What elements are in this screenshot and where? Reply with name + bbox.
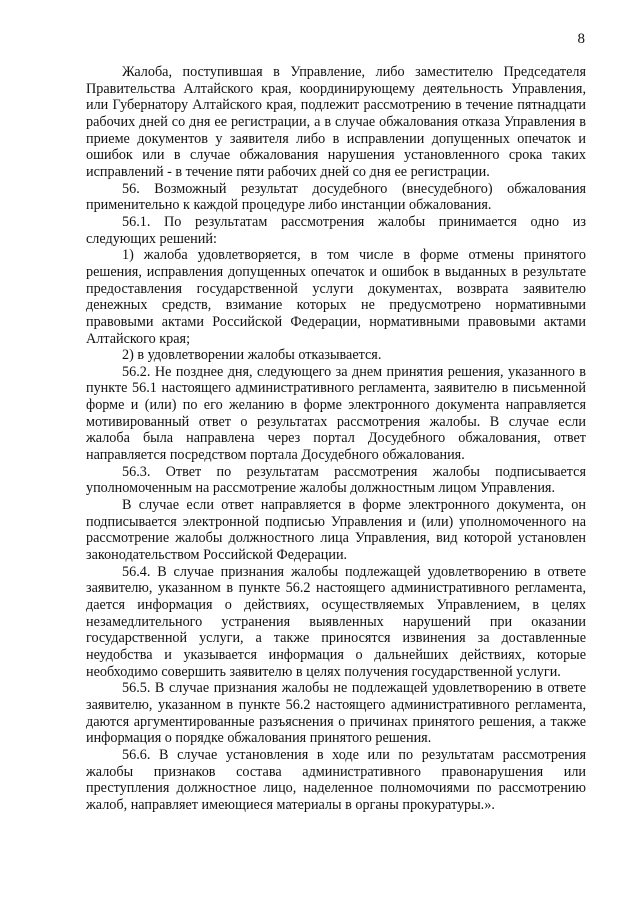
- paragraph-56-2-response: 56.2. Не позднее дня, следующего за днем принятия решения, указанного в пункте 56.1 настоящего административного регламента, заявителю в письменной форме и (или) по его желанию в форме электронного документа направляется мотивированный ответ о результатах рассмотрения жалобы. В случае если жалоба была направлена через портал Досудебного обжалования, ответ направляется посредством портала Досудебного обжалования.: [86, 363, 586, 464]
- page-number: 8: [577, 31, 585, 47]
- paragraph-electronic-response: В случае если ответ направляется в форме электронного документа, он подписывается электронной подписью Управления и (или) уполномоченного на рассмотрение жалобы должностного лица Управления, вид которой установлен законодательством Российской Федерации.: [86, 497, 586, 564]
- paragraph-56-1-decisions: 56.1. По результатам рассмотрения жалобы принимается одно из следующих решений:: [86, 213, 586, 247]
- document-body: [86, 64, 586, 814]
- paragraph-56-4-satisfied-info: 56.4. В случае признания жалобы подлежащей удовлетворению в ответе заявителю, указанном в пункте 56.2 настоящего административного регламента, дается информация о действиях, осуществляемых Управлением, в целях незамедлительного устранения выявленных нарушений при оказании государственной услуги, а также приносятся извинения за доставленные неудобства и указывается информация о дальнейших действиях, которые необходимо совершить заявителю в целях получения государственной услуги.: [86, 563, 586, 680]
- paragraph-56-6-prosecution: 56.6. В случае установления в ходе или по результатам рассмотрения жалобы признаков состава административного правонарушения или преступления должностное лицо, наделенное полномочиями по рассмотрению жалоб, направляет имеющиеся материалы в органы прокуратуры.».: [86, 746, 586, 813]
- paragraph-decision-satisfied: 1) жалоба удовлетворяется, в том числе в форме отмены принятого решения, исправления допущенных опечаток и ошибок в выданных в результате предоставления государственной услуги документах, возврата заявителю денежных средств, взимание которых не предусмотрено нормативными правовыми актами Российской Федерации, нормативными правовыми актами Алтайского края;: [86, 247, 586, 347]
- paragraph-complaint-review-terms: Жалоба, поступившая в Управление, либо заместителю Председателя Правительства Алтайского края, координирующему деятельность Управления, или Губернатору Алтайского края, подлежит рассмотрению в течение пятнадцати рабочих дней со дня ее регистрации, а в случае обжалования отказа Управления в приеме документов у заявителя либо в исправлении допущенных опечаток и ошибок или в случае обжалования нарушения установленного срока таких исправлений - в течение пяти рабочих дней со дня ее регистрации.: [86, 64, 586, 180]
- paragraph-56-3-signature: 56.3. Ответ по результатам рассмотрения жалобы подписывается уполномоченным на рассмотрение жалобы должностным лицом Управления.: [86, 463, 586, 497]
- paragraph-56-result: 56. Возможный результат досудебного (внесудебного) обжалования применительно к каждой процедуре либо инстанции обжалования.: [86, 180, 586, 214]
- paragraph-decision-refused: 2) в удовлетворении жалобы отказывается.: [122, 347, 382, 364]
- paragraph-56-5-refused-info: 56.5. В случае признания жалобы не подлежащей удовлетворению в ответе заявителю, указанном в пункте 56.2 настоящего административного регламента, даются аргументированные разъяснения о причинах принятого решения, а также информация о порядке обжалования принятого решения.: [86, 680, 586, 747]
